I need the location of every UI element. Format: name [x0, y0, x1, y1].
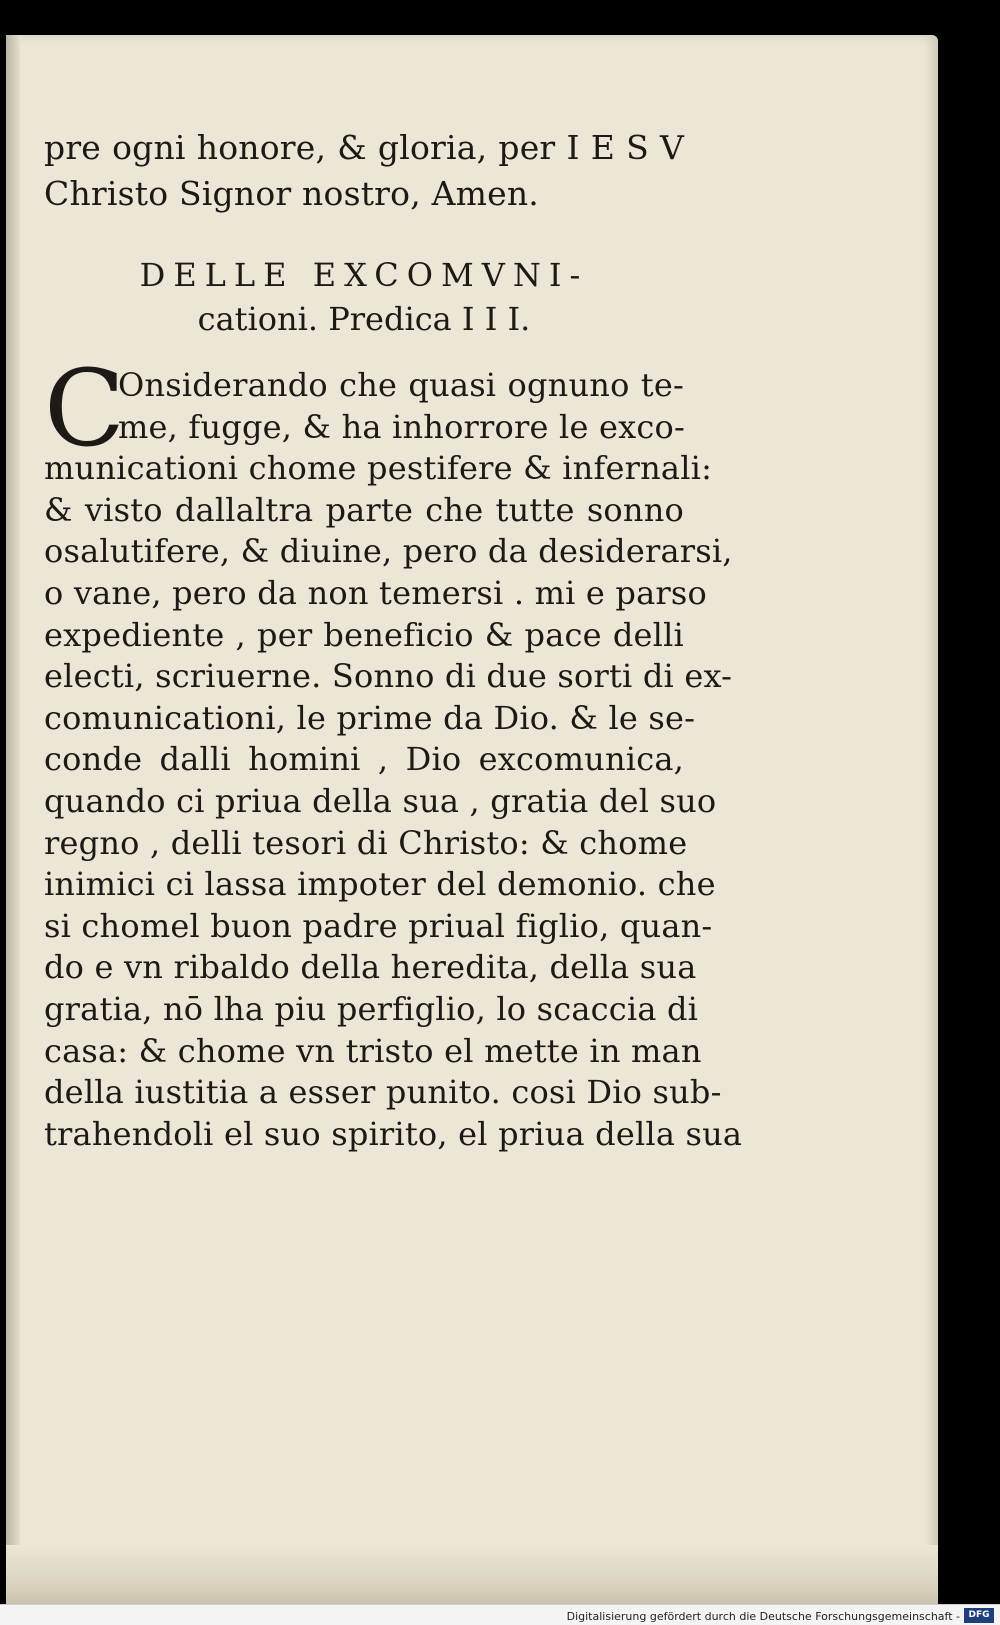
body-line: do e vn ribaldo della heredita, della sua [44, 948, 697, 987]
body-line: trahendoli el suo spirito, el priua della sua [44, 1114, 743, 1153]
heading-line-1: DELLE EXCOMVNI- [139, 256, 589, 294]
body-line: inimici ci lassa impoter del demonio. che [44, 865, 716, 904]
body-line: conde dalli homini , Dio excomunica, [44, 740, 684, 779]
body-line: Onsiderando che quasi ognuno te- [118, 366, 684, 404]
body-line: osalutifere, & diuine, pero da desiderarsi, [44, 532, 733, 571]
digitization-footer [0, 1604, 1000, 1625]
drop-capital: C [44, 347, 126, 470]
body-line: me, fugge, & ha inhorrore le exco- [118, 407, 685, 446]
body-line: municationi chome pestifere & infernali: [44, 449, 713, 488]
body-line: o vane, pero da non temersi . mi e parso [44, 573, 707, 612]
body-line: si chomel buon padre priual figlio, quan- [44, 906, 713, 945]
page-bottom-edge [6, 1545, 938, 1605]
page-gutter [6, 35, 20, 1605]
page-text [44, 125, 743, 1155]
carryover-line-1: pre ogni honore, & gloria, per I E S V [44, 128, 684, 167]
body-line: quando ci priua della sua , gratia del suo [44, 781, 717, 820]
body-line: gratia, nō lha piu perfiglio, lo scaccia di [44, 989, 699, 1028]
carryover-line-2: Christo Signor nostro, Amen. [44, 174, 539, 213]
book-page [6, 35, 938, 1605]
body-line: casa: & chome vn tristo el mette in man [44, 1031, 702, 1070]
body-line: expediente , per beneficio & pace delli [44, 615, 684, 654]
body-line: della iustitia a esser punito. cosi Dio sub- [44, 1073, 722, 1112]
sermon-heading [44, 253, 684, 341]
dfg-logo: DFG [964, 1608, 994, 1623]
body-line: comunicationi, le prime da Dio. & le se- [44, 698, 696, 737]
funding-credit: Digitalisierung gefördert durch die Deutsche Forschungsgemeinschaft - [566, 1610, 960, 1623]
heading-line-2: cationi. Predica I I I. [197, 300, 531, 338]
body-line: regno , delli tesori di Christo: & chome [44, 823, 688, 862]
body-line: & visto dallaltra parte che tutte sonno [44, 490, 684, 529]
body-line: electi, scriuerne. Sonno di due sorti di ex- [44, 657, 733, 696]
sermon-body [44, 347, 743, 1155]
